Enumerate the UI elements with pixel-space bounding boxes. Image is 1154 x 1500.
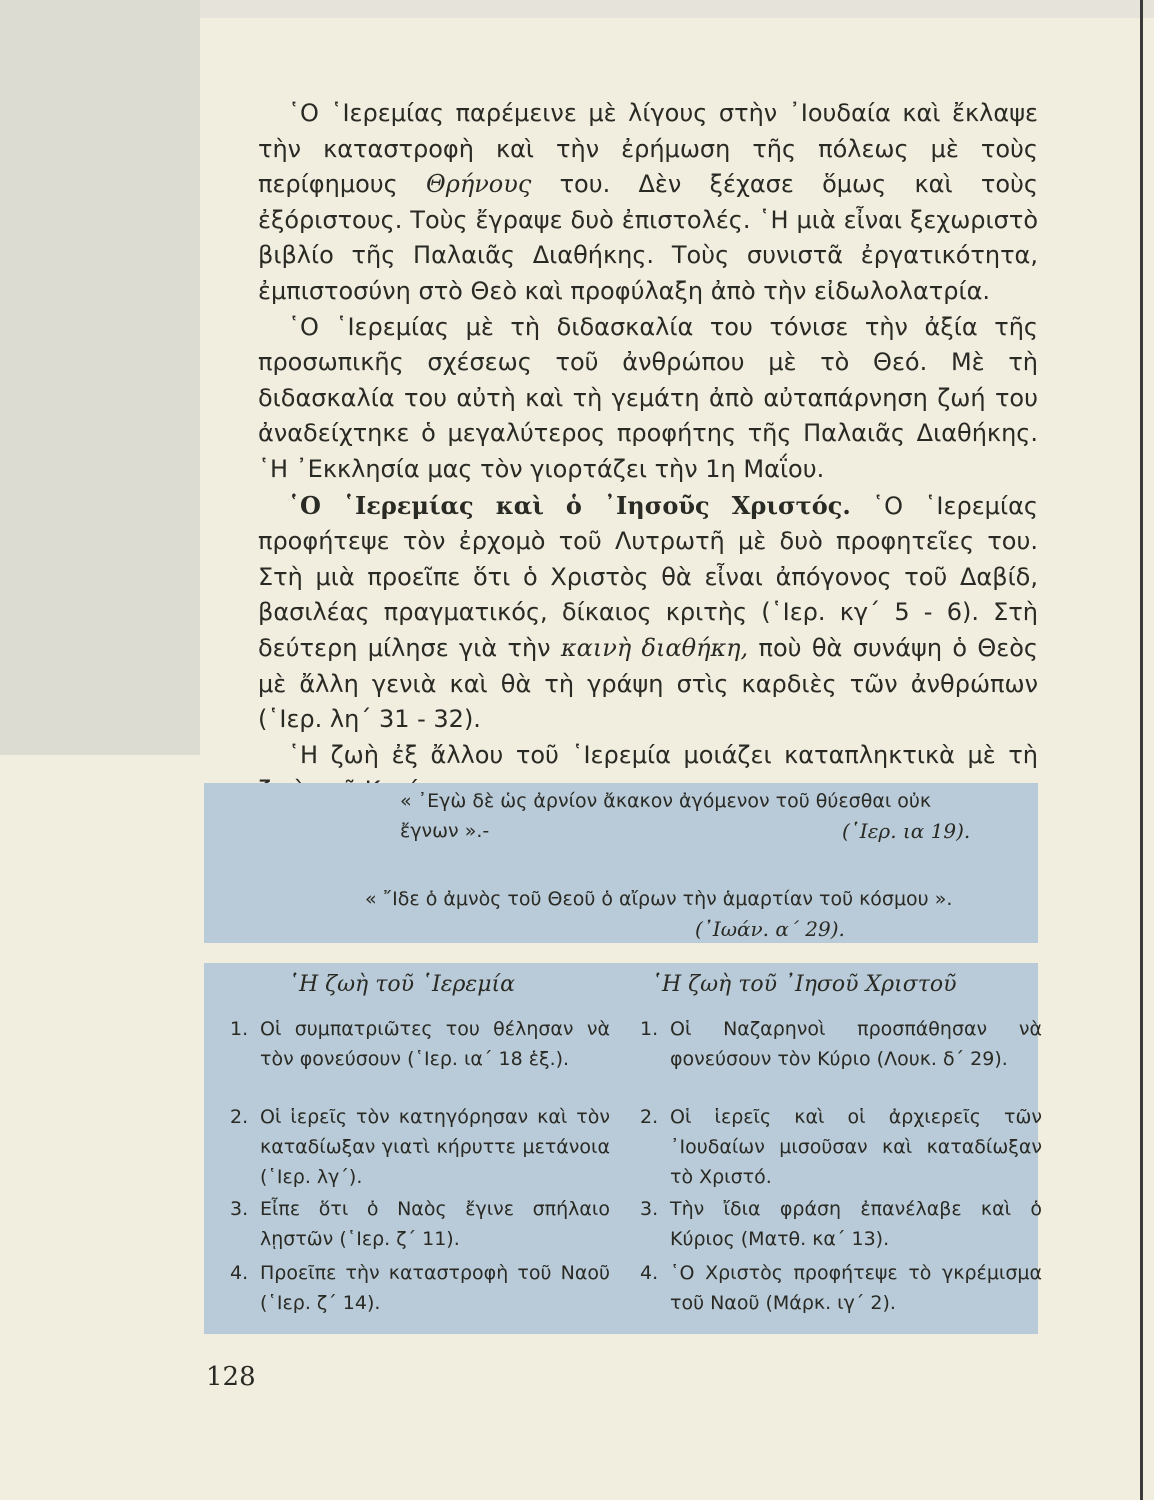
section-heading: ῾Ο ῾Ιερεμίας καὶ ὁ ᾿Ιησοῦς Χριστός. <box>288 490 851 520</box>
quote-jeremiah-line-2: ἔγνων ».- <box>400 820 490 842</box>
right-item-1-number: 1. <box>640 1018 659 1040</box>
paragraph-4: ῾Η ζωὴ ἐξ ἄλλου τοῦ ῾Ιερεμία μοιάζει καταπληκτικὰ μὲ τὴ <box>288 740 1038 769</box>
left-item-3-number: 3. <box>230 1198 249 1220</box>
quote-john-line-1: « ῎Ιδε ὁ ἀμνὸς τοῦ Θεοῦ ὁ αἴρων τὴν ἁμαρτίαν τοῦ κόσμου ». <box>365 888 953 910</box>
left-item-2-number: 2. <box>230 1106 249 1128</box>
left-item-3-text: Εἶπε ὅτι ὁ Ναὸς ἔγινε σπήλαιο λῃστῶν (῾Ιερ. ζ΄ 11). <box>260 1198 610 1250</box>
right-item-3-number: 3. <box>640 1198 659 1220</box>
left-item-4-text: Προεῖπε τὴν καταστροφὴ τοῦ Ναοῦ (῾Ιερ. ζ΄ 14). <box>260 1262 610 1314</box>
page-number: 128 <box>206 1362 256 1392</box>
paragraph-3-text: ῾Ο ῾Ιερεμίας προφήτεψε τὸν ἐρχομὸ τοῦ Λυτρωτῆ μὲ δυὸ προφητεῖες του. Στὴ μιὰ προεῖπε ὅτι ὁ Χριστὸς θὰ εἶναι ἀπόγονος τοῦ Δαβίδ, βασιλέας πραγματικός, δίκαιος κριτὴς (῾Ιερ. κγ΄ 5 - 6). Στὴ δεύτερη μίλησε γιὰ τὴν <box>258 491 1038 662</box>
right-item-1-text: Οἱ Ναζαρηνοὶ προσπάθησαν νὰ φονεύσουν τὸν Κύριο (Λουκ. δ΄ 29). <box>670 1018 1042 1070</box>
paragraph-1-italic: Θρήνους <box>426 170 532 199</box>
right-item-3-text: Τὴν ἴδια φράση ἐπανέλαβε καὶ ὁ Κύριος (Ματθ. κα΄ 13). <box>670 1198 1042 1250</box>
left-item-4-number: 4. <box>230 1262 249 1284</box>
comparison-right-heading: ῾Η ζωὴ τοῦ ᾿Ιησοῦ Χριστοῦ <box>651 972 957 997</box>
paragraph-3-rest: ποὺ θὰ συνάψη ὁ Θεὸς μὲ ἄλλη γενιὰ καὶ θὰ τὴ γράψη στὶς καρδιὲς τῶν ἀνθρώπων (῾Ιερ. λη΄ 31 - 32). <box>258 633 1039 734</box>
paragraph-1-text: ῾Ο ῾Ιερεμίας παρέμεινε μὲ λίγους στὴν ᾿Ιουδαία καὶ ἔκλαψε τὴν καταστροφὴ καὶ τὴν ἐρήμωση τῆς πόλεως μὲ τοὺς περίφημους <box>258 99 1038 199</box>
left-item-1-number: 1. <box>230 1018 249 1040</box>
left-item-1-text: Οἱ συμπατριῶτες του θέλησαν νὰ τὸν φονεύσουν (῾Ιερ. ια΄ 18 ἑξ.). <box>260 1018 610 1070</box>
right-item-4-number: 4. <box>640 1262 659 1284</box>
quote-jeremiah-source: (῾Ιερ. ια 19). <box>842 819 971 843</box>
paragraph-1 <box>258 96 1038 310</box>
right-item-2-text: Οἱ ἱερεῖς καὶ οἱ ἀρχιερεῖς τῶν ᾿Ιουδαίων μισοῦσαν καὶ καταδίωξαν τὸ Χριστό. <box>670 1106 1042 1188</box>
paragraph-1-rest: του. Δὲν ξέχασε ὅμως καὶ τοὺς ἐξόριστους. Τοὺς ἔγραψε δυὸ ἐπιστολές. ῾Η μιὰ εἶναι ξεχωριστὸ βιβλίο τῆς Παλαιᾶς Διαθήκης. Τοὺς συνιστᾶ ἐργατικότητα, ἐμπιστοσύνη στὸ Θεὸ καὶ προφύλαξη ἀπὸ τὴν εἰδωλολατρία. <box>258 170 1038 305</box>
quote-john <box>365 884 985 941</box>
comparison-left-heading: ῾Η ζωὴ τοῦ ῾Ιερεμία <box>288 972 516 997</box>
right-item-2-number: 2. <box>640 1106 659 1128</box>
quote-jeremiah-line-1: « ᾿Εγὼ δὲ ὡς ἀρνίον ἄκακον ἀγόμενον τοῦ θύεσθαι οὐκ <box>400 790 932 812</box>
page-left-tint <box>0 0 200 755</box>
left-item-2-text: Οἱ ἱερεῖς τὸν κατηγόρησαν καὶ τὸν καταδίωξαν γιατὶ κήρυττε μετάνοια (῾Ιερ. λγ΄). <box>260 1106 610 1188</box>
main-text <box>258 96 1038 809</box>
page-edge-line <box>1140 0 1143 1500</box>
right-item-4-text: ῾Ο Χριστὸς προφήτεψε τὸ γκρέμισμα τοῦ Ναοῦ (Μάρκ. ιγ΄ 2). <box>670 1262 1042 1314</box>
quote-john-source: (᾿Ιωάν. α΄ 29). <box>695 917 845 941</box>
paragraph-3 <box>258 488 1038 738</box>
quote-jeremiah <box>400 786 1000 846</box>
paragraph-3-italic: καινὴ διαθήκη, <box>560 633 749 662</box>
paragraph-2: ῾Ο ῾Ιερεμίας μὲ τὴ διδασκαλία του τόνισε τὴν ἀξία τῆς προσωπικῆς σχέσεως τοῦ ἀνθρώπου μὲ τὸ Θεό. Μὲ τὴ διδασκαλία του αὐτὴ καὶ τὴ γεμάτη ἀπὸ αὐταπάρνηση ζωή του ἀναδείχτηκε ὁ μεγαλύτερος προφήτης τῆς Παλαιᾶς Διαθήκης. ῾Η ᾿Εκκλησία μας τὸν γιορτάζει τὴν 1η Μαΐου. <box>258 312 1038 483</box>
